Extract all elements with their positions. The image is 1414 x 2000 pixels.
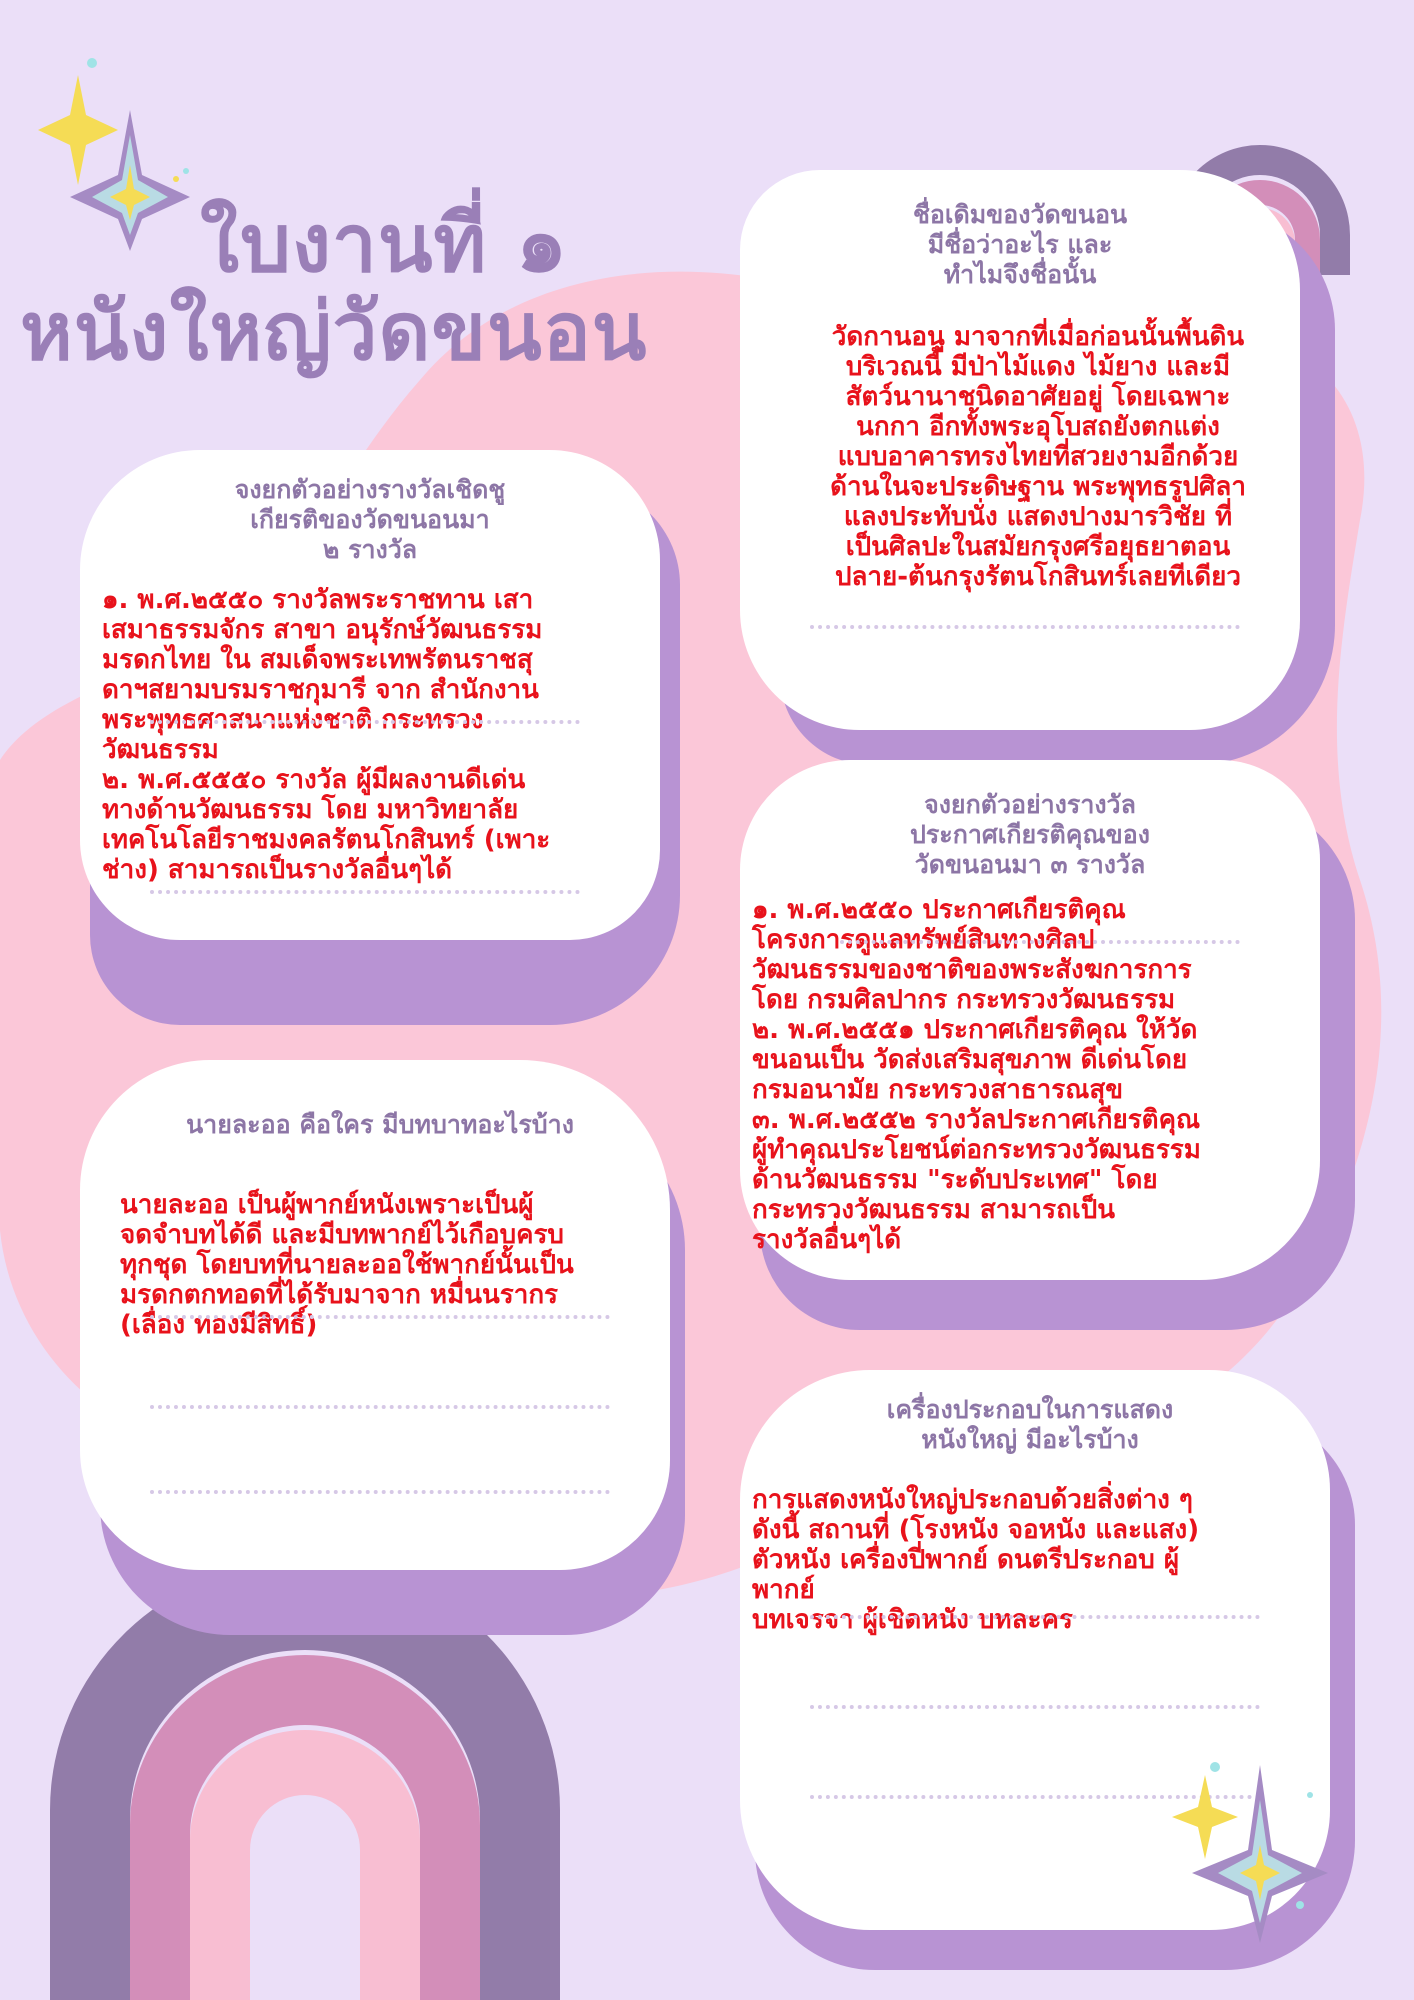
answer-line: [150, 720, 580, 724]
card-nai-la-or: [80, 1060, 690, 1640]
worksheet-title: [20, 197, 740, 378]
answer-line: [840, 940, 1240, 944]
answer-line: [810, 1705, 1260, 1709]
question-text: ชื่อเดิมของวัดขนอน มีชื่อว่าอะไร และ ทำไมจึงชื่อนั้น: [912, 200, 1128, 289]
card-original-name: [740, 170, 1340, 770]
question-text: จงยกตัวอย่างรางวัล ประกาศเกียรติคุณของ วัดขนอนมา ๓ รางวัล: [910, 790, 1150, 879]
title-line-2: หนังใหญ่วัดขนอน: [20, 285, 648, 378]
answer-line: [150, 890, 580, 894]
question-text: จงยกตัวอย่างรางวัลเชิดชู เกียรติของวัดขนอนมา ๒ รางวัล: [234, 475, 506, 564]
answer-text: การแสดงหนังใหญ่ประกอบด้วยสิ่งต่าง ๆ ดังนี้ สถานที่ (โรงหนัง จอหนัง และแสง) ตัวหนัง เครื่องปี่พากย์ ดนตรีประกอบ ผู้ พากย์ บทเจรจา ผู้เชิดหนัง บทละคร: [752, 1485, 1200, 1635]
answer-line: [150, 1490, 610, 1494]
answer-line: [150, 1315, 610, 1319]
sparkle-icon: [1160, 1755, 1340, 1945]
answer-text: วัดกานอนู มาจากที่เมื่อก่อนนั้นพื้นดิน บริเวณนี้ มีป่าไม้แดง ไม้ยาง และมี สัตว์นานาชนิดอาศัยอยู่ โดยเฉพาะ นกกา อีกทั้งพระอุโบสถยังตกแต่ง แบบอาคารทรงไทยที่สวยงามอีกด้วย ด้านในจะประดิษฐาน พระพุทธรูปศิลา แลงประทับนั่ง แสดงปางมารวิชัย ที่ เป็นศิลปะในสมัยกรุงศรีอยุธยาตอน ปลาย-ต้นกรุงรัตนโกสินทร์เลยทีเดียว: [830, 322, 1246, 592]
title-line-1: ใบงานที่ ๑: [200, 197, 568, 290]
answer-line: [150, 1405, 610, 1409]
answer-line: [810, 1615, 1260, 1619]
answer-text: ๑. พ.ศ.๒๕๕๐ ประกาศเกียรติคุณ โครงการดูแลทรัพย์สินทางศิลป วัฒนธรรมของชาติของพระสังฆการการ โดย กรมศิลปากร กระทรวงวัฒนธรรม ๒. พ.ศ.๒๕๕๑ ประกาศเกียรติคุณ ให้วัด ขนอนเป็น วัดส่งเสริมสุขภาพ ดีเด่นโดย กรมอนามัย กระทรวงสาธารณสุข ๓. พ.ศ.๒๕๕๒ รางวัลประกาศเกียรติคุณ ผู้ทำคุณประโยชน์ต่อกระทรวงวัฒนธรรม ด้านวัฒนธรรม "ระดับประเทศ" โดย กระทรวงวัฒนธรรม สามารถเป็น รางวัลอื่นๆได้: [752, 895, 1201, 1255]
question-text: เครื่องประกอบในการแสดง หนังใหญ่ มีอะไรบ้าง: [886, 1395, 1174, 1454]
answer-text: นายละออ เป็นผู้พากย์หนังเพราะเป็นผู้ จดจำบทได้ดี และมีบทพากย์ไว้เกือบครบ ทุกชุด โดยบทที่นายละออใช้พากย์นั้นเป็น มรดกตกทอดที่ได้รับมาจาก หมื่นนรากร (เลื่อง ทองมีสิทธิ์): [120, 1190, 574, 1340]
card-certificates: [740, 760, 1360, 1340]
answer-line: [810, 625, 1240, 629]
card-honor-awards: [80, 450, 680, 1030]
answer-text: ๑. พ.ศ.๒๕๕๐ รางวัลพระราชทาน เสา เสมาธรรมจักร สาขา อนุรักษ์วัฒนธรรม มรดกไทย ใน สมเด็จพระเทพรัตนราชสุ ดาฯสยามบรมราชกุมารี จาก สำนักงาน พระพุทธศาสนาแห่งชาติ กระทรวง วัฒนธรรม ๒. พ.ศ.๕๕๕๐ รางวัล ผู้มีผลงานดีเด่น ทางด้านวัฒนธรรม โดย มหาวิทยาลัย เทคโนโลยีราชมงคลรัตนโกสินทร์ (เพาะ ช่าง) สามารถเป็นรางวัลอื่นๆได้: [102, 585, 551, 885]
question-text: นายละออ คือใคร มีบทบาทอะไรบ้าง: [186, 1110, 574, 1139]
